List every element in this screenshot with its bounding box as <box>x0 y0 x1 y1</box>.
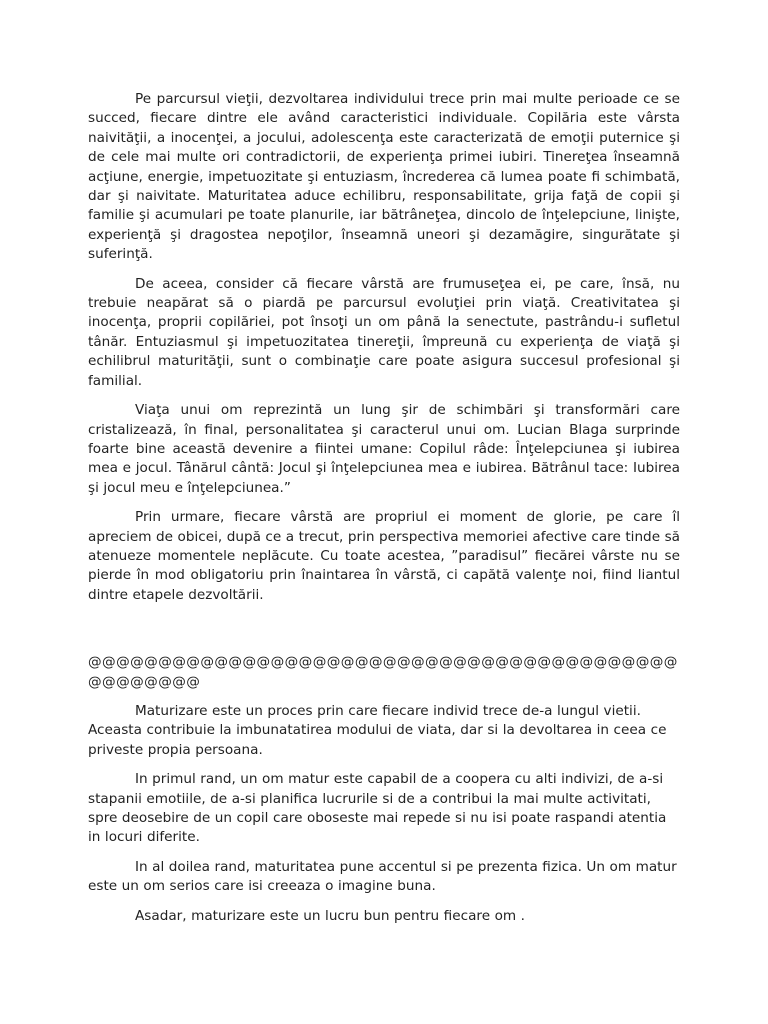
paragraph-conclusion: Asadar, maturizare este un lucru bun pentru fiecare om . <box>135 907 525 924</box>
section-gap <box>88 615 680 653</box>
paragraph-lucian-blaga-quote: Viaţa unui om reprezintă un lung şir de schimbări şi transformări care cristalizează, în final, personalitatea şi caracterul unui om. Lucian Blaga surprinde foarte bine această devenire a fiintei umane: Copilul râde: Înţelepciunea şi iubirea mea e jocul. Tânărul cântă: Jocul şi înţelepciunea mea e iubirea. Bătrânul tace: Iubirea şi jocul meu e înţelepciunea.” <box>88 402 680 496</box>
at-sign-separator: @@@@@@@@@@@@@@@@@@@@@@@@@@@@@@@@@@@@@@@@@@@@@@@@@@ <box>88 654 678 690</box>
paragraph-beauty-of-each-age: De aceea, consider că fiecare vârstă are frumuseţea ei, pe care, însă, nu trebuie neapărat să o piardă pe parcursul evoluţiei prin viaţă. Creativitatea şi inocenţa, proprii copilăriei, pot însoţi un om până la senectute, pastrându-i sufletul tânăr. Entuziasmul şi impetuozitatea tinereţii, împreună cu experienţa de viaţă şi echilibrul maturităţii, sunt o combinaţie care poate asigura succesul profesional şi familial. <box>88 275 680 389</box>
paragraph-moment-of-glory: Prin urmare, fiecare vârstă are propriul ei moment de glorie, pe care îl apreciem de obicei, după ce a trecut, prin perspectiva memoriei afective care tinde să atenueze momentele neplăcute. Cu toate acestea, ”paradisul” fiecărei vârste nu se pierde în mod obligatoriu prin înaintarea în vârstă, ci capătă valenţe noi, fiind liantul dintre etapele dezvoltării. <box>88 509 680 603</box>
paragraph-first-point: In primul rand, un om matur este capabil de a coopera cu alti indivizi, de a-si stapanii emotiile, de a-si planifica lucrurile si de a contribui la mai multe activitati, spre deosebire de un copil care oboseste mai repede si nu isi poate raspandi atentia in locuri diferite. <box>88 771 667 846</box>
paragraph-life-stages: Pe parcursul vieţii, dezvoltarea individului trece prin mai multe perioade ce se succed, fiecare dintre ele având caracteristici individuale. Copilăria este vârsta naivităţii, a inocenţei, a jocului, adolescenţa este caracterizată de emoţii puternice şi de cele mai multe ori contradictorii, de experienţa primei iubiri. Tinereţea înseamnă acţiune, energie, impetuozitate şi entuziasm, încrederea că lumea poate fi schimbată, dar şi naivitate. Maturitatea aduce echilibru, responsabilitate, grija faţă de copii şi familie şi acumulari pe toate planurile, iar bătrâneţea, dincolo de înţelepciune, linişte, experienţă şi dragostea nepoţilor, înseamnă uneori şi dezamăgire, singurătate şi suferinţă. <box>88 91 680 263</box>
document-page <box>88 90 680 936</box>
paragraph-maturizare-intro: Maturizare este un proces prin care fiecare individ trece de-a lungul vietii. Aceasta contribuie la imbunatatirea modului de viata, dar si la devoltarea in ceea ce priveste propia persoana. <box>88 702 667 758</box>
paragraph-second-point: In al doilea rand, maturitatea pune accentul si pe prezenta fizica. Un om matur este un om serios care isi creeaza o imagine buna. <box>88 858 677 895</box>
